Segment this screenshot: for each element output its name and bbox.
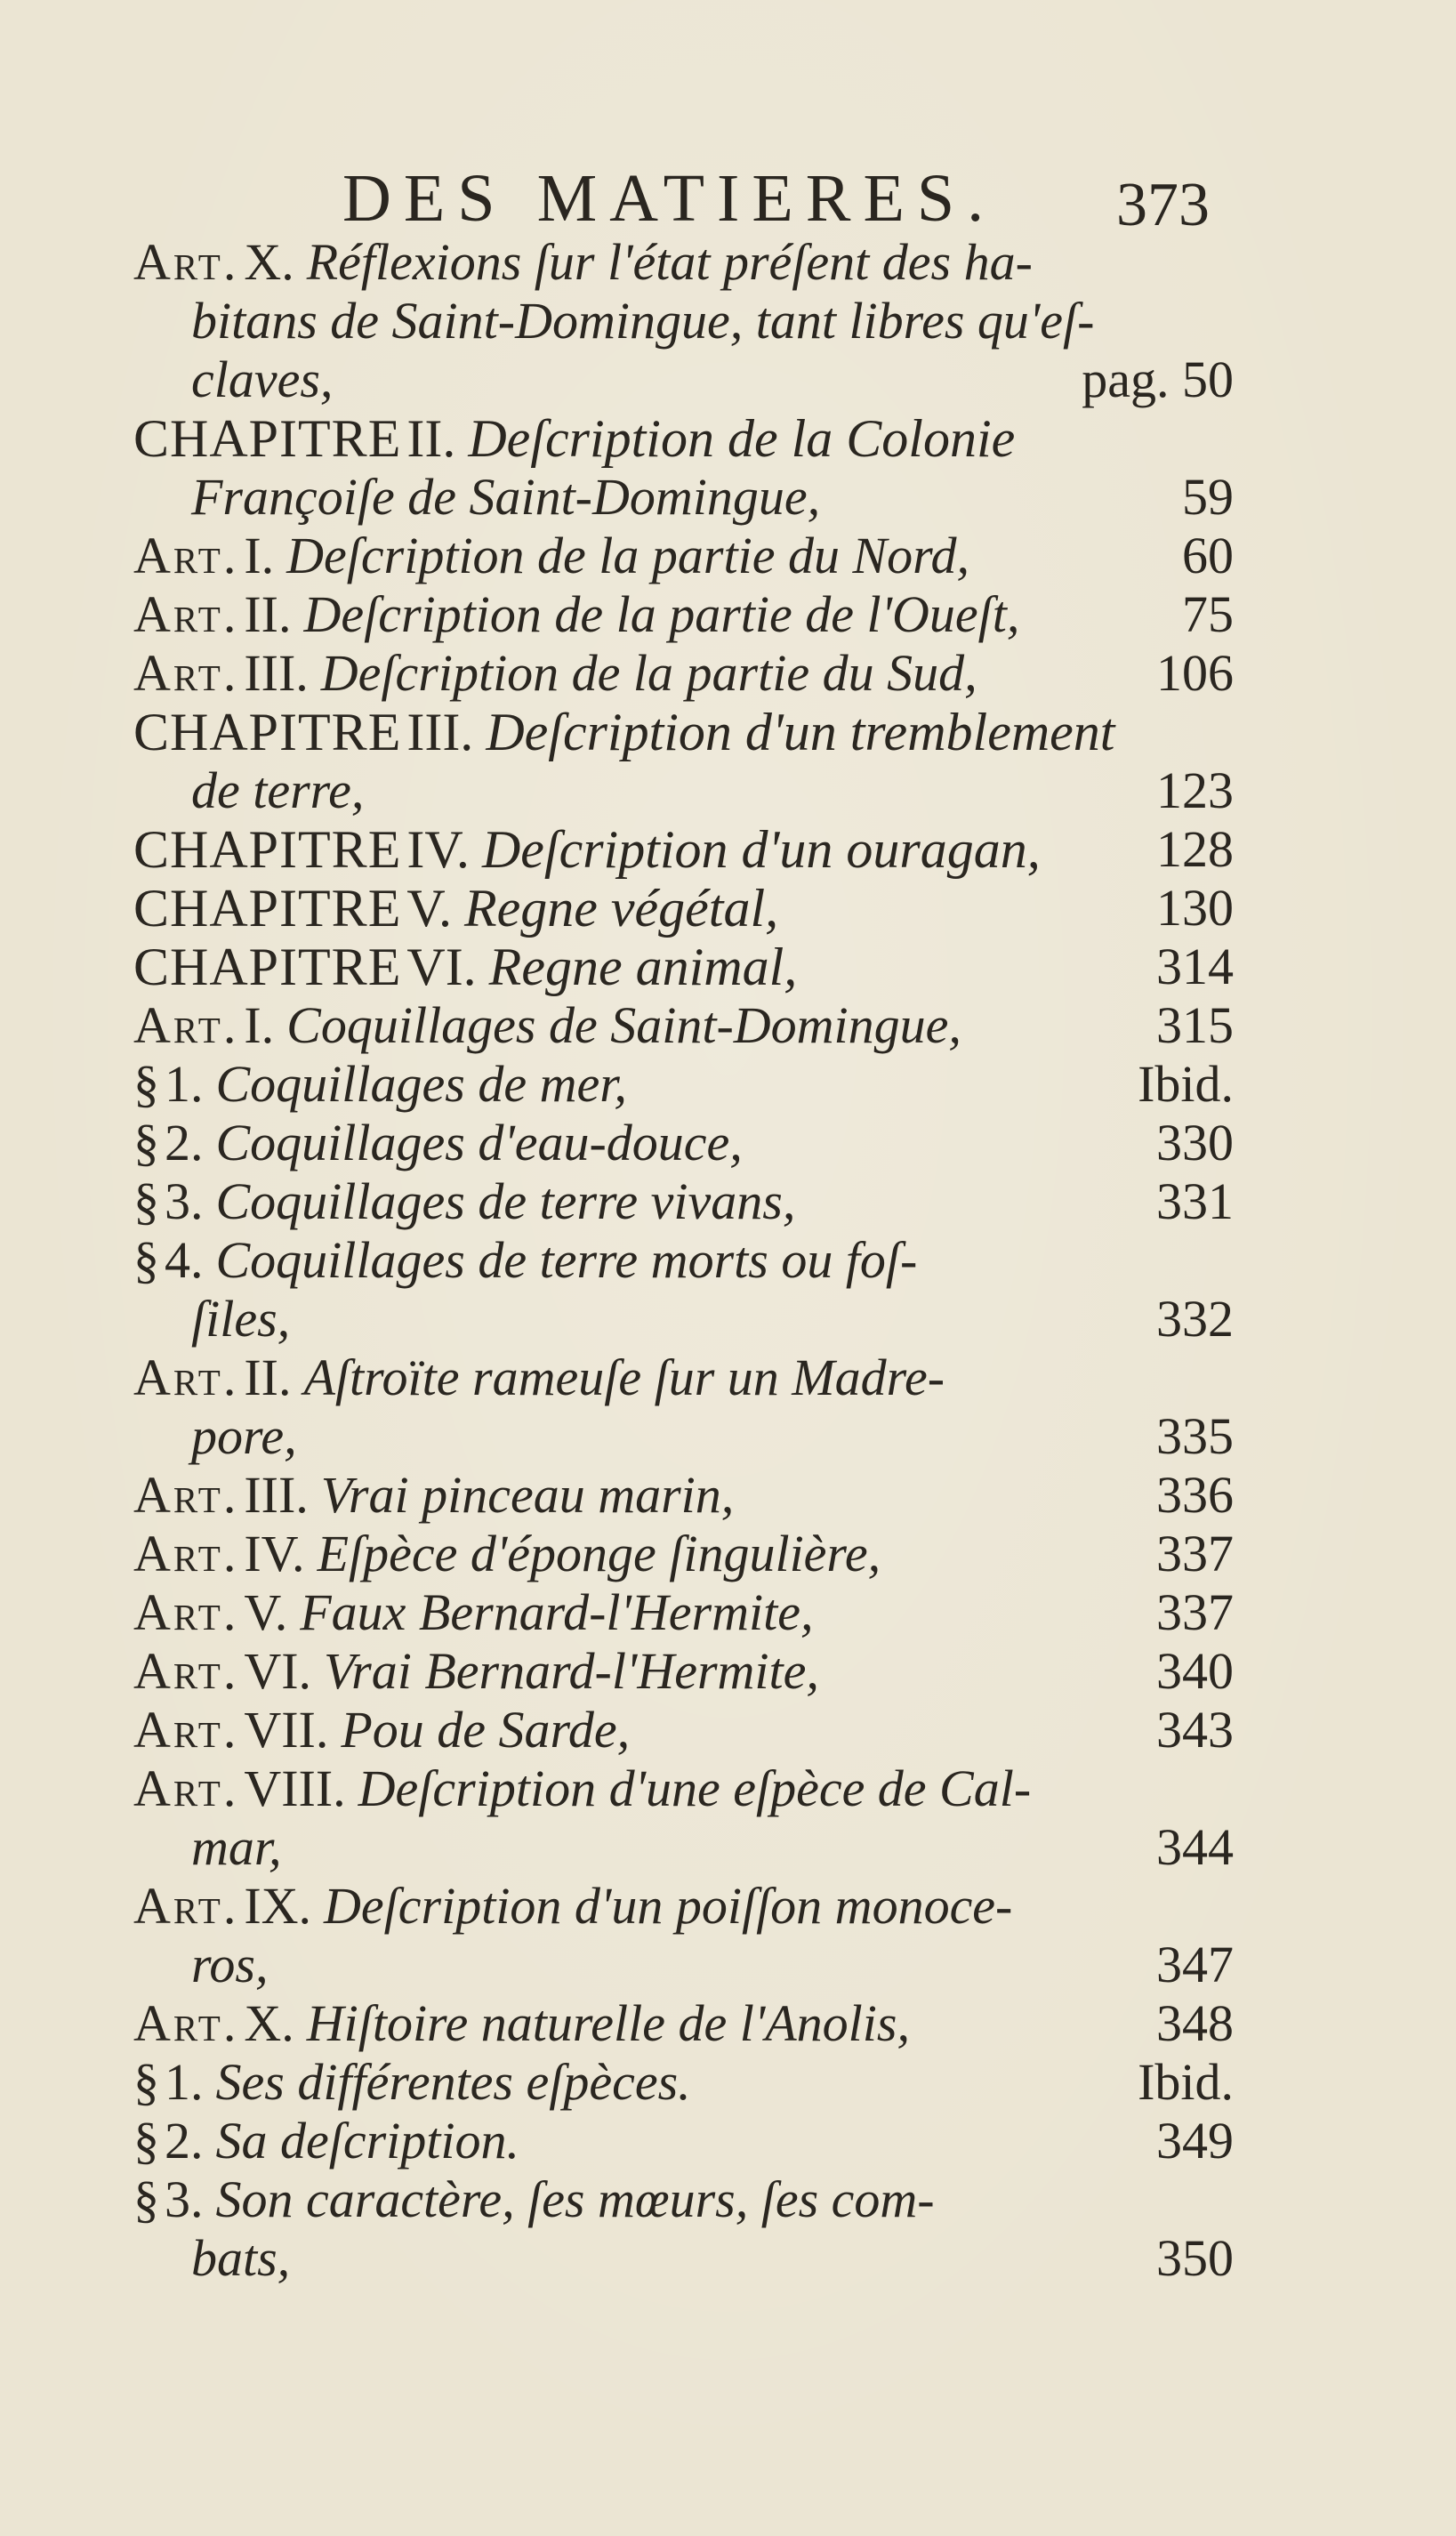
toc-entry-label: Art. [133, 1583, 239, 1641]
toc-entry-title: Vrai Bernard-l'Hermite, [324, 1642, 819, 1700]
toc-entry [0, 1877, 1456, 1994]
toc-entry-label: § [133, 2170, 159, 2228]
toc-page-reference: 348 [1156, 1994, 1234, 2052]
toc-entry-line [0, 1877, 1456, 1936]
toc-entry [0, 409, 1456, 527]
toc-entry-label: Art. [133, 1466, 239, 1524]
toc-entry-title: Regne végétal, [463, 879, 779, 938]
toc-entry-line [0, 644, 1456, 703]
toc-entry-line [0, 2170, 1456, 2229]
toc-entry-label: Art. [133, 996, 239, 1054]
toc-entry-number: I. [244, 527, 275, 584]
toc-page-reference: 344 [1156, 1818, 1234, 1876]
toc-page-reference: 349 [1156, 2112, 1234, 2170]
toc-entry-continuation [0, 1407, 1456, 1466]
toc-entry [0, 1349, 1456, 1466]
toc-page-reference: 128 [1156, 820, 1234, 878]
toc-page-reference: 337 [1156, 1525, 1234, 1582]
toc-entry-number: VIII. [244, 1759, 346, 1817]
toc-entry-number: X. [244, 1994, 294, 2052]
toc-entry-number: 2. [165, 1114, 204, 1171]
toc-entry [0, 938, 1456, 996]
toc-entry-title: Deſcription de la partie de l'Oueſt, [303, 585, 1020, 643]
toc-page-reference: pag. 50 [1082, 350, 1234, 408]
toc-entry-line [0, 1642, 1456, 1701]
toc-entry-line [0, 527, 1456, 585]
toc-page-reference: 335 [1156, 1407, 1234, 1465]
toc-entry [0, 996, 1456, 1055]
toc-entry-line [0, 820, 1456, 879]
toc-page-reference: 340 [1156, 1642, 1234, 1700]
toc-entry-title: Sa deſcription. [215, 2112, 520, 2170]
toc-entry-title: ros, [191, 1936, 269, 1993]
toc-entry-title: Deſcription d'un ouragan, [481, 820, 1041, 879]
toc-entry-number: II. [406, 409, 456, 468]
toc-entry-label: Art. [133, 1642, 239, 1700]
toc-entry-label: Art. [133, 644, 239, 702]
toc-entry-number: 3. [165, 2170, 204, 2228]
toc-entry-number: IX. [244, 1877, 312, 1935]
toc-entry-number: II. [244, 585, 292, 643]
toc-entry-number: X. [244, 233, 294, 291]
toc-entry-label: Art. [133, 585, 239, 643]
toc-entry-title: Faux Bernard-l'Hermite, [300, 1583, 814, 1641]
toc-entry-number: V. [406, 879, 452, 938]
toc-entry-title: Françoiſe de Saint-Domingue, [191, 468, 821, 526]
toc-entry-line [0, 1759, 1456, 1818]
toc-entry-title: Coquillages de terre morts ou foſ- [215, 1231, 918, 1289]
toc-entry-line [0, 1349, 1456, 1407]
toc-page-reference: 106 [1156, 644, 1234, 702]
toc-entry-title: Hiſtoire naturelle de l'Anolis, [306, 1994, 910, 2052]
toc-entry-line [0, 1701, 1456, 1759]
toc-entry-title: Deſcription d'une eſpèce de Cal- [358, 1759, 1032, 1817]
toc-entry-number: V. [244, 1583, 288, 1641]
toc-page-reference: 130 [1156, 879, 1234, 937]
toc-entry-line [0, 1231, 1456, 1290]
toc-entry-label: CHAPITRE [133, 820, 402, 879]
toc-page-reference: 330 [1156, 1114, 1234, 1171]
toc-entry-title: Aſtroïte rameuſe ſur un Madre- [303, 1349, 945, 1406]
toc-entry [0, 1231, 1456, 1349]
toc-entry-title: claves, [191, 350, 334, 408]
toc-entry [0, 527, 1456, 585]
toc-page-reference: 314 [1156, 938, 1234, 995]
toc-entry-title: ſiles, [191, 1290, 291, 1348]
toc-entry [0, 1701, 1456, 1759]
toc-entry [0, 2053, 1456, 2112]
toc-entry-line [0, 938, 1456, 996]
toc-entry-line [0, 1994, 1456, 2053]
toc-entry-line [0, 703, 1456, 761]
toc-entry-number: IV. [406, 820, 470, 879]
toc-page-reference: 337 [1156, 1583, 1234, 1641]
toc-entry-title: bats, [191, 2229, 291, 2287]
toc-entry [0, 2170, 1456, 2288]
toc-entry-number: III. [244, 644, 309, 702]
toc-entry-label: Art. [133, 1701, 239, 1759]
toc-entry-number: IV. [244, 1525, 305, 1582]
toc-entry-label: § [133, 1055, 159, 1113]
toc-entry [0, 879, 1456, 938]
toc-entry [0, 644, 1456, 703]
toc-entry-label: CHAPITRE [133, 409, 402, 468]
toc-entry-label: Art. [133, 1525, 239, 1582]
toc-entry-line [0, 1466, 1456, 1525]
toc-entry-number: 2. [165, 2112, 204, 2170]
page-number: 373 [1116, 171, 1210, 239]
toc-entry-title: Coquillages de Saint-Domingue, [286, 996, 961, 1054]
toc-entry-line [0, 1114, 1456, 1172]
toc-entry-continuation [0, 1818, 1456, 1877]
toc-entry-title: Deſcription d'un poiſſon monoce- [324, 1877, 1013, 1935]
toc-entry-line [0, 2112, 1456, 2170]
toc-entry [0, 1172, 1456, 1231]
toc-entry-continuation [0, 292, 1456, 350]
toc-entry-continuation [0, 761, 1456, 820]
toc-page-reference: 347 [1156, 1936, 1234, 1993]
toc-entry-title: Deſcription de la partie du Nord, [286, 527, 970, 584]
toc-entry-line [0, 233, 1456, 292]
toc-entry-line [0, 1172, 1456, 1231]
toc-entry-line [0, 2053, 1456, 2112]
toc-page-reference: Ibid. [1138, 2053, 1234, 2111]
toc-entry [0, 2112, 1456, 2170]
toc-entry-continuation [0, 468, 1456, 527]
toc-entry-title: Son caractère, ſes mœurs, ſes com- [215, 2170, 935, 2228]
toc-entry [0, 1055, 1456, 1114]
toc-entry-number: VII. [244, 1701, 329, 1759]
toc-entry-number: III. [406, 703, 474, 761]
toc-entry-line [0, 1525, 1456, 1583]
toc-entry [0, 820, 1456, 879]
toc-entry-title: Deſcription de la partie du Sud, [320, 644, 977, 702]
toc-entry-title: Vrai pinceau marin, [320, 1466, 735, 1524]
toc-entry-title: de terre, [191, 761, 365, 819]
toc-page-reference: 336 [1156, 1466, 1234, 1524]
toc-entry-title: Deſcription d'un tremblement [486, 703, 1115, 761]
toc-entry-number: 1. [165, 2053, 204, 2111]
toc-entry-title: Eſpèce d'éponge ſingulière, [317, 1525, 881, 1582]
toc-entry-line [0, 1055, 1456, 1114]
toc-entry [0, 1994, 1456, 2053]
toc-entry-label: § [133, 2112, 159, 2170]
toc-page-reference: 332 [1156, 1290, 1234, 1348]
toc-entry-continuation [0, 350, 1456, 409]
running-header [0, 158, 1456, 238]
toc-entry [0, 233, 1456, 409]
toc-entry-label: § [133, 1172, 159, 1230]
toc-entry-label: CHAPITRE [133, 879, 402, 938]
toc-entry-title: Deſcription de la Colonie [468, 409, 1016, 468]
toc-entry-title: Pou de Sarde, [341, 1701, 631, 1759]
toc-entry [0, 1583, 1456, 1642]
toc-entry-title: Coquillages de mer, [215, 1055, 627, 1113]
toc-entry-line [0, 996, 1456, 1055]
toc-entry-line [0, 409, 1456, 468]
toc-entry-title: mar, [191, 1818, 282, 1876]
toc-entry-label: § [133, 2053, 159, 2111]
toc-entry [0, 1114, 1456, 1172]
toc-entry-label: CHAPITRE [133, 703, 402, 761]
toc-entry-label: Art. [133, 1994, 239, 2052]
toc-entry [0, 1642, 1456, 1701]
toc-page-reference: 331 [1156, 1172, 1234, 1230]
toc-entry-title: pore, [191, 1407, 297, 1465]
toc-entry-line [0, 879, 1456, 938]
toc-page-reference: Ibid. [1138, 1055, 1234, 1113]
toc-entry [0, 1759, 1456, 1877]
toc-page-reference: 123 [1156, 761, 1234, 819]
toc-entry-continuation [0, 2229, 1456, 2288]
toc-entry-continuation [0, 1290, 1456, 1349]
toc-page-reference: 343 [1156, 1701, 1234, 1759]
toc-entry-title: Coquillages de terre vivans, [215, 1172, 796, 1230]
toc-entry-label: CHAPITRE [133, 938, 402, 996]
toc-page-reference: 75 [1182, 585, 1234, 643]
toc-entry [0, 1525, 1456, 1583]
running-title: DES MATIERES. [342, 161, 997, 236]
toc-entry-number: II. [244, 1349, 292, 1406]
toc-page-reference: 59 [1182, 468, 1234, 526]
toc-entry-number: VI. [406, 938, 477, 996]
toc-entry [0, 585, 1456, 644]
toc-entry-title: bitans de Saint-Domingue, tant libres qu'eſ- [191, 292, 1095, 350]
toc-entry-number: III. [244, 1466, 309, 1524]
toc-entry-title: Regne animal, [488, 938, 798, 996]
toc-entry [0, 703, 1456, 820]
toc-entry-number: 3. [165, 1172, 204, 1230]
toc-entry [0, 1466, 1456, 1525]
toc-entry-number: 4. [165, 1231, 204, 1289]
toc-entry-number: I. [244, 996, 275, 1054]
toc-page-reference: 315 [1156, 996, 1234, 1054]
toc-entry-number: 1. [165, 1055, 204, 1113]
toc-entry-label: § [133, 1114, 159, 1171]
toc-entry-continuation [0, 1936, 1456, 1994]
toc-entry-number: VI. [244, 1642, 312, 1700]
toc-entry-label: Art. [133, 527, 239, 584]
toc-entry-label: Art. [133, 1877, 239, 1935]
toc-entry-title: Coquillages d'eau-douce, [215, 1114, 743, 1171]
toc-page-reference: 350 [1156, 2229, 1234, 2287]
toc-entry-label: Art. [133, 1349, 239, 1406]
toc-entry-title: Ses différentes eſpèces. [215, 2053, 691, 2111]
toc-entry-label: Art. [133, 1759, 239, 1817]
toc-entry-label: Art. [133, 233, 239, 291]
toc-page-reference: 60 [1182, 527, 1234, 584]
toc-entry-label: § [133, 1231, 159, 1289]
toc-entry-line [0, 1583, 1456, 1642]
toc-entry-title: Réflexions ſur l'état préſent des ha- [306, 233, 1033, 291]
toc-entry-line [0, 585, 1456, 644]
table-of-contents [0, 233, 1456, 2288]
